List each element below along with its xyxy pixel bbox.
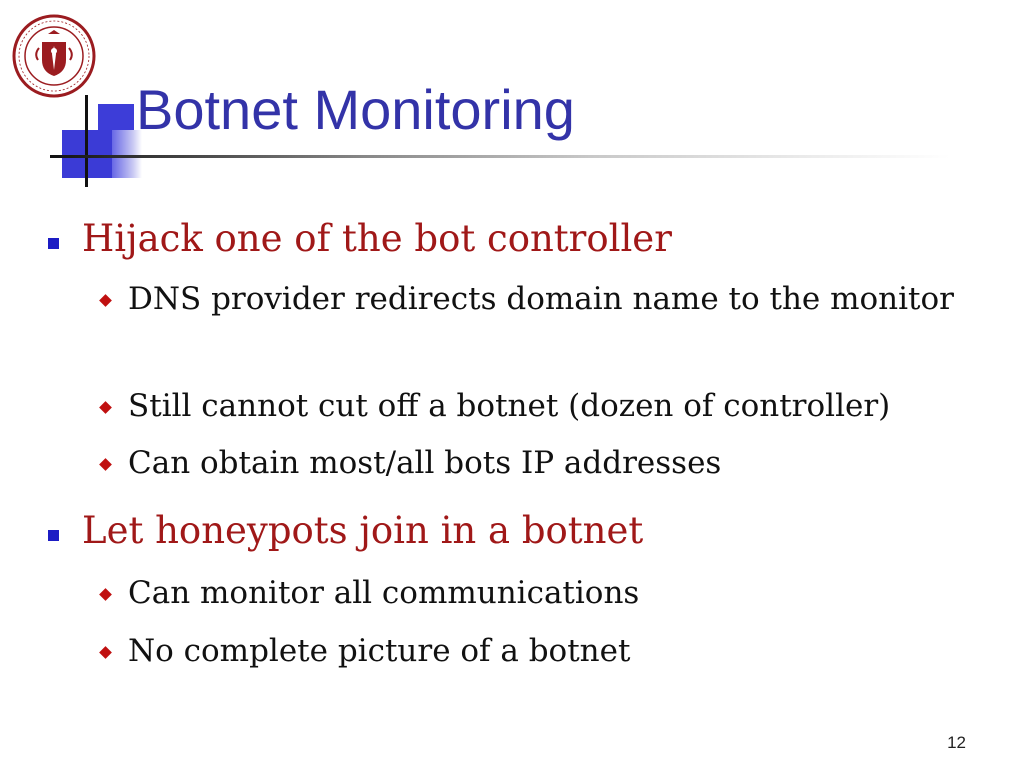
diamond-bullet-icon <box>99 588 112 601</box>
diamond-bullet-icon <box>99 646 112 659</box>
bullet-level2: Can obtain most/all bots IP addresses <box>128 445 722 481</box>
square-bullet-icon <box>48 530 59 541</box>
diamond-bullet-icon <box>99 458 112 471</box>
bullet-level2: DNS provider redirects domain name to the monitor <box>128 281 954 317</box>
diamond-bullet-icon <box>99 294 112 307</box>
bullet-level1: Hijack one of the bot controller <box>82 217 672 260</box>
bullet-level1: Let honeypots join in a botnet <box>82 509 644 552</box>
slide-title: Botnet Monitoring <box>136 78 575 141</box>
bullet-level2: Can monitor all communications <box>128 575 640 611</box>
square-bullet-icon <box>48 238 59 249</box>
page-number: 12 <box>947 733 966 752</box>
bullet-level2: Still cannot cut off a botnet (dozen of controller) <box>128 388 891 424</box>
diamond-bullet-icon <box>99 401 112 414</box>
bullet-level2: No complete picture of a botnet <box>128 633 631 669</box>
